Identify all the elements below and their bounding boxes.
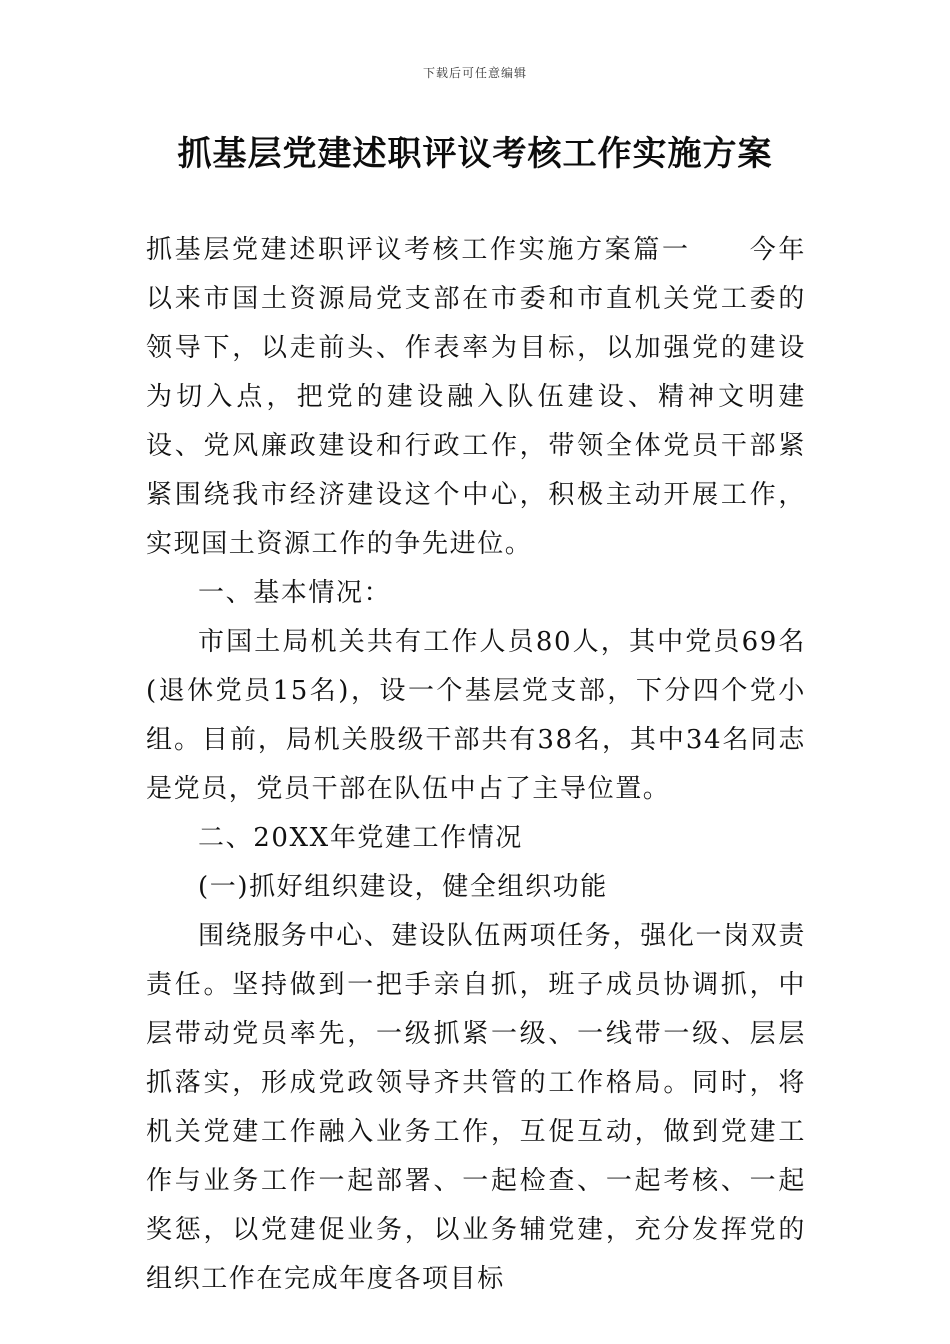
intro-paragraph [146,226,806,569]
document-body [146,226,806,1304]
section-text-basic: 市国土局机关共有工作人员80人，其中党员69名(退休党员15名)，设一个基层党支部，下分四个党小组。目前，局机关股级干部共有38名，其中34名同志是党员，党员干部在队伍中占了主导位置。 [146,627,806,804]
document-title: 抓基层党建述职评议考核工作实施方案 [177,134,773,174]
intro-text: 今年以来市国土资源局党支部在市委和市直机关党工委的领导下，以走前头、作表率为目标，以加强党的建设为切入点，把党的建设融入队伍建设、精神文明建设、党风廉政建设和行政工作，带领全体党员干部紧紧围绕我市经济建设这个中心，积极主动开展工作，实现国土资源工作的争先进位。 [146,235,807,559]
subsection-text-organization: 围绕服务中心、建设队伍两项任务，强化一岗双责责任。坚持做到一把手亲自抓，班子成员协调抓，中层带动党员率先，一级抓紧一级、一线带一级、层层抓落实，形成党政领导齐共管的工作格局。同时，将机关党建工作融入业务工作，互促互动，做到党建工作与业务工作一起部署、一起检查、一起考核、一起奖惩，以党建促业务，以业务辅党建，充分发挥党的组织工作在完成年度各项目标 [146,921,806,1294]
header-note: 下载后可任意编辑 [422,66,527,80]
subsection-heading-organization: (一)抓好组织建设，健全组织功能 [198,872,608,902]
section-heading-party-work: 二、20XX年党建工作情况 [198,823,523,853]
intro-heading: 抓基层党建述职评议考核工作实施方案篇一 [146,235,691,265]
section-heading-basic: 一、基本情况： [198,578,392,608]
